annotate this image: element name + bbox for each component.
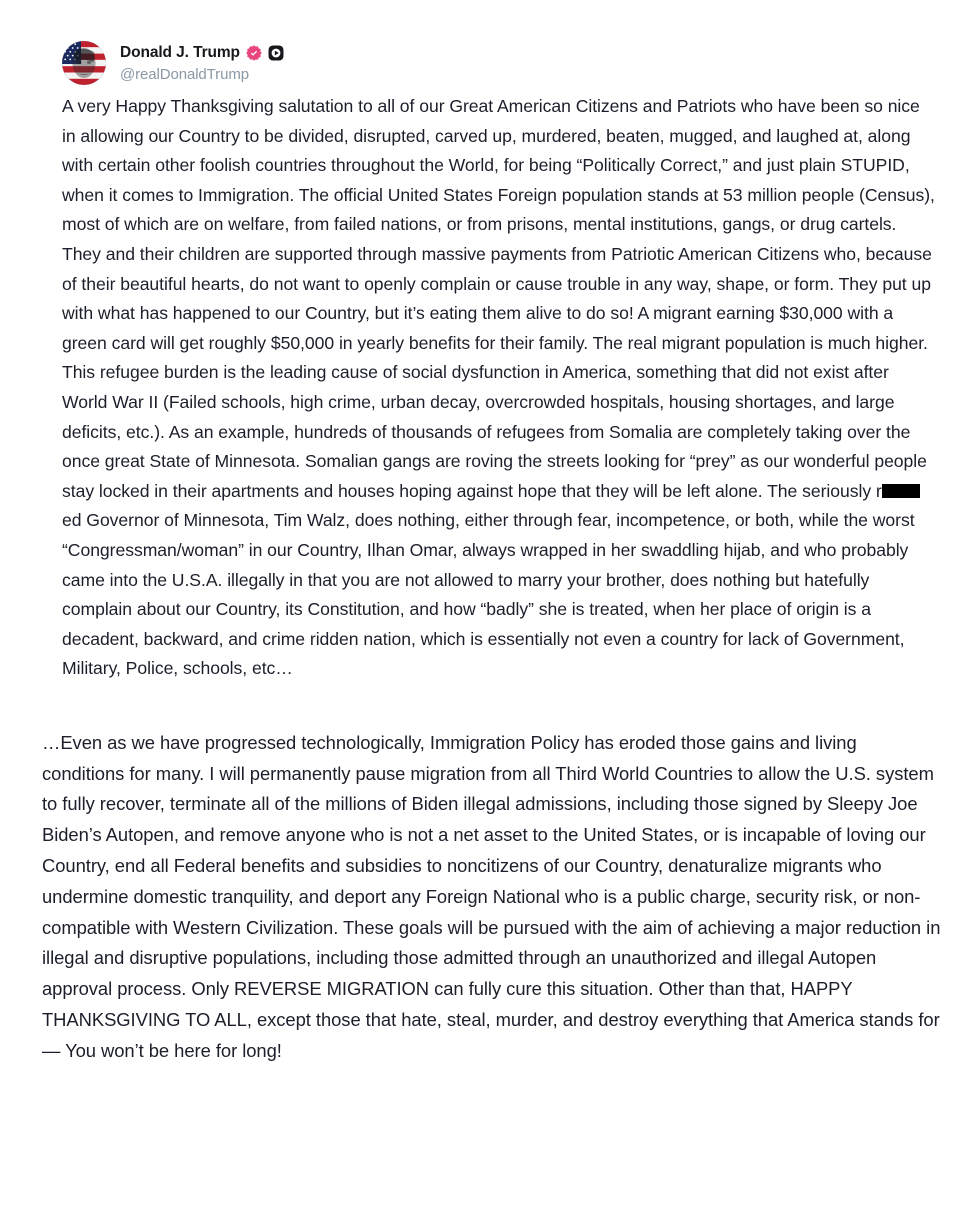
- post-paragraph-1: [62, 92, 935, 684]
- verified-badge-icon[interactable]: [246, 45, 262, 61]
- post-body-secondary: [0, 728, 980, 1067]
- author-handle[interactable]: @realDonaldTrump: [120, 66, 249, 84]
- truth-social-badge-icon[interactable]: [268, 45, 284, 61]
- avatar[interactable]: [62, 41, 106, 85]
- redaction-bar: [882, 484, 920, 498]
- post-body-primary: [0, 66, 980, 684]
- paragraph-1-segment-a: A very Happy Thanksgiving salutation to all of our Great American Citizens and Patriots who have been so nice in allowing our Country to be divided, disrupted, carved up, murdered, beaten, mugged, and laughed at, along with certain other foolish countries throughout the World, for being “Politically Correct,” and just plain STUPID, when it comes to Immigration. The official United States Foreign population stands at 53 million people (Census), most of which are on welfare, from failed nations, or from prisons, mental institutions, gangs, or drug cartels. They and their children are supported through massive payments from Patriotic American Citizens who, because of their beautiful hearts, do not want to openly complain or cause trouble in any way, shape, or form. They put up with what has happened to our Country, but it’s eating them alive to do so! A migrant earning $30,000 with a green card will get roughly $50,000 in yearly benefits for their family. The real migrant population is much higher. This refugee burden is the leading cause of social dysfunction in America, something that did not exist after World War II (Failed schools, high crime, urban decay, overcrowded hospitals, housing shortages, and large deficits, etc.). As an example, hundreds of thousands of refugees from Somalia are completely taking over the once great State of Minnesota. Somalian gangs are roving the streets looking for “prey” as our wonderful people stay locked in their apartments and houses hoping against hope that they will be left alone. The seriously r: [62, 96, 935, 501]
- post-header: [0, 0, 980, 84]
- author-name-row: [120, 42, 284, 63]
- author-identity: [120, 42, 284, 83]
- paragraph-spacer: [0, 684, 980, 728]
- post-paragraph-2: …Even as we have progressed technologically, Immigration Policy has eroded those gains and living conditions for many. I will permanently pause migration from all Third World Countries to allow the U.S. system to fully recover, terminate all of the millions of Biden illegal admissions, including those signed by Sleepy Joe Biden’s Autopen, and remove anyone who is not a net asset to the United States, or is incapable of loving our Country, end all Federal benefits and subsidies to noncitizens of our Country, denaturalize migrants who undermine domestic tranquility, and deport any Foreign National who is a public charge, security risk, or non-compatible with Western Civilization. These goals will be pursued with the aim of achieving a major reduction in illegal and disruptive populations, including those admitted through an unauthorized and illegal Autopen approval process. Only REVERSE MIGRATION can fully cure this situation. Other than that, HAPPY THANKSGIVING TO ALL, except those that hate, steal, murder, and destroy everything that America stands for — You won’t be here for long!: [42, 731, 941, 1061]
- paragraph-1-segment-b: ed Governor of Minnesota, Tim Walz, does nothing, either through fear, incompetence, or both, while the worst “Congressman/woman” in our Country, Ilhan Omar, always wrapped in her swaddling hijab, and who probably came into the U.S.A. illegally in that you are not allowed to marry your brother, does nothing but hatefully complain about our Country, its Constitution, and how “badly” she is treated, when her place of origin is a decadent, backward, and crime ridden nation, which is essentially not even a country for lack of Government, Military, Police, schools, etc…: [62, 510, 915, 679]
- author-display-name[interactable]: Donald J. Trump: [120, 43, 240, 61]
